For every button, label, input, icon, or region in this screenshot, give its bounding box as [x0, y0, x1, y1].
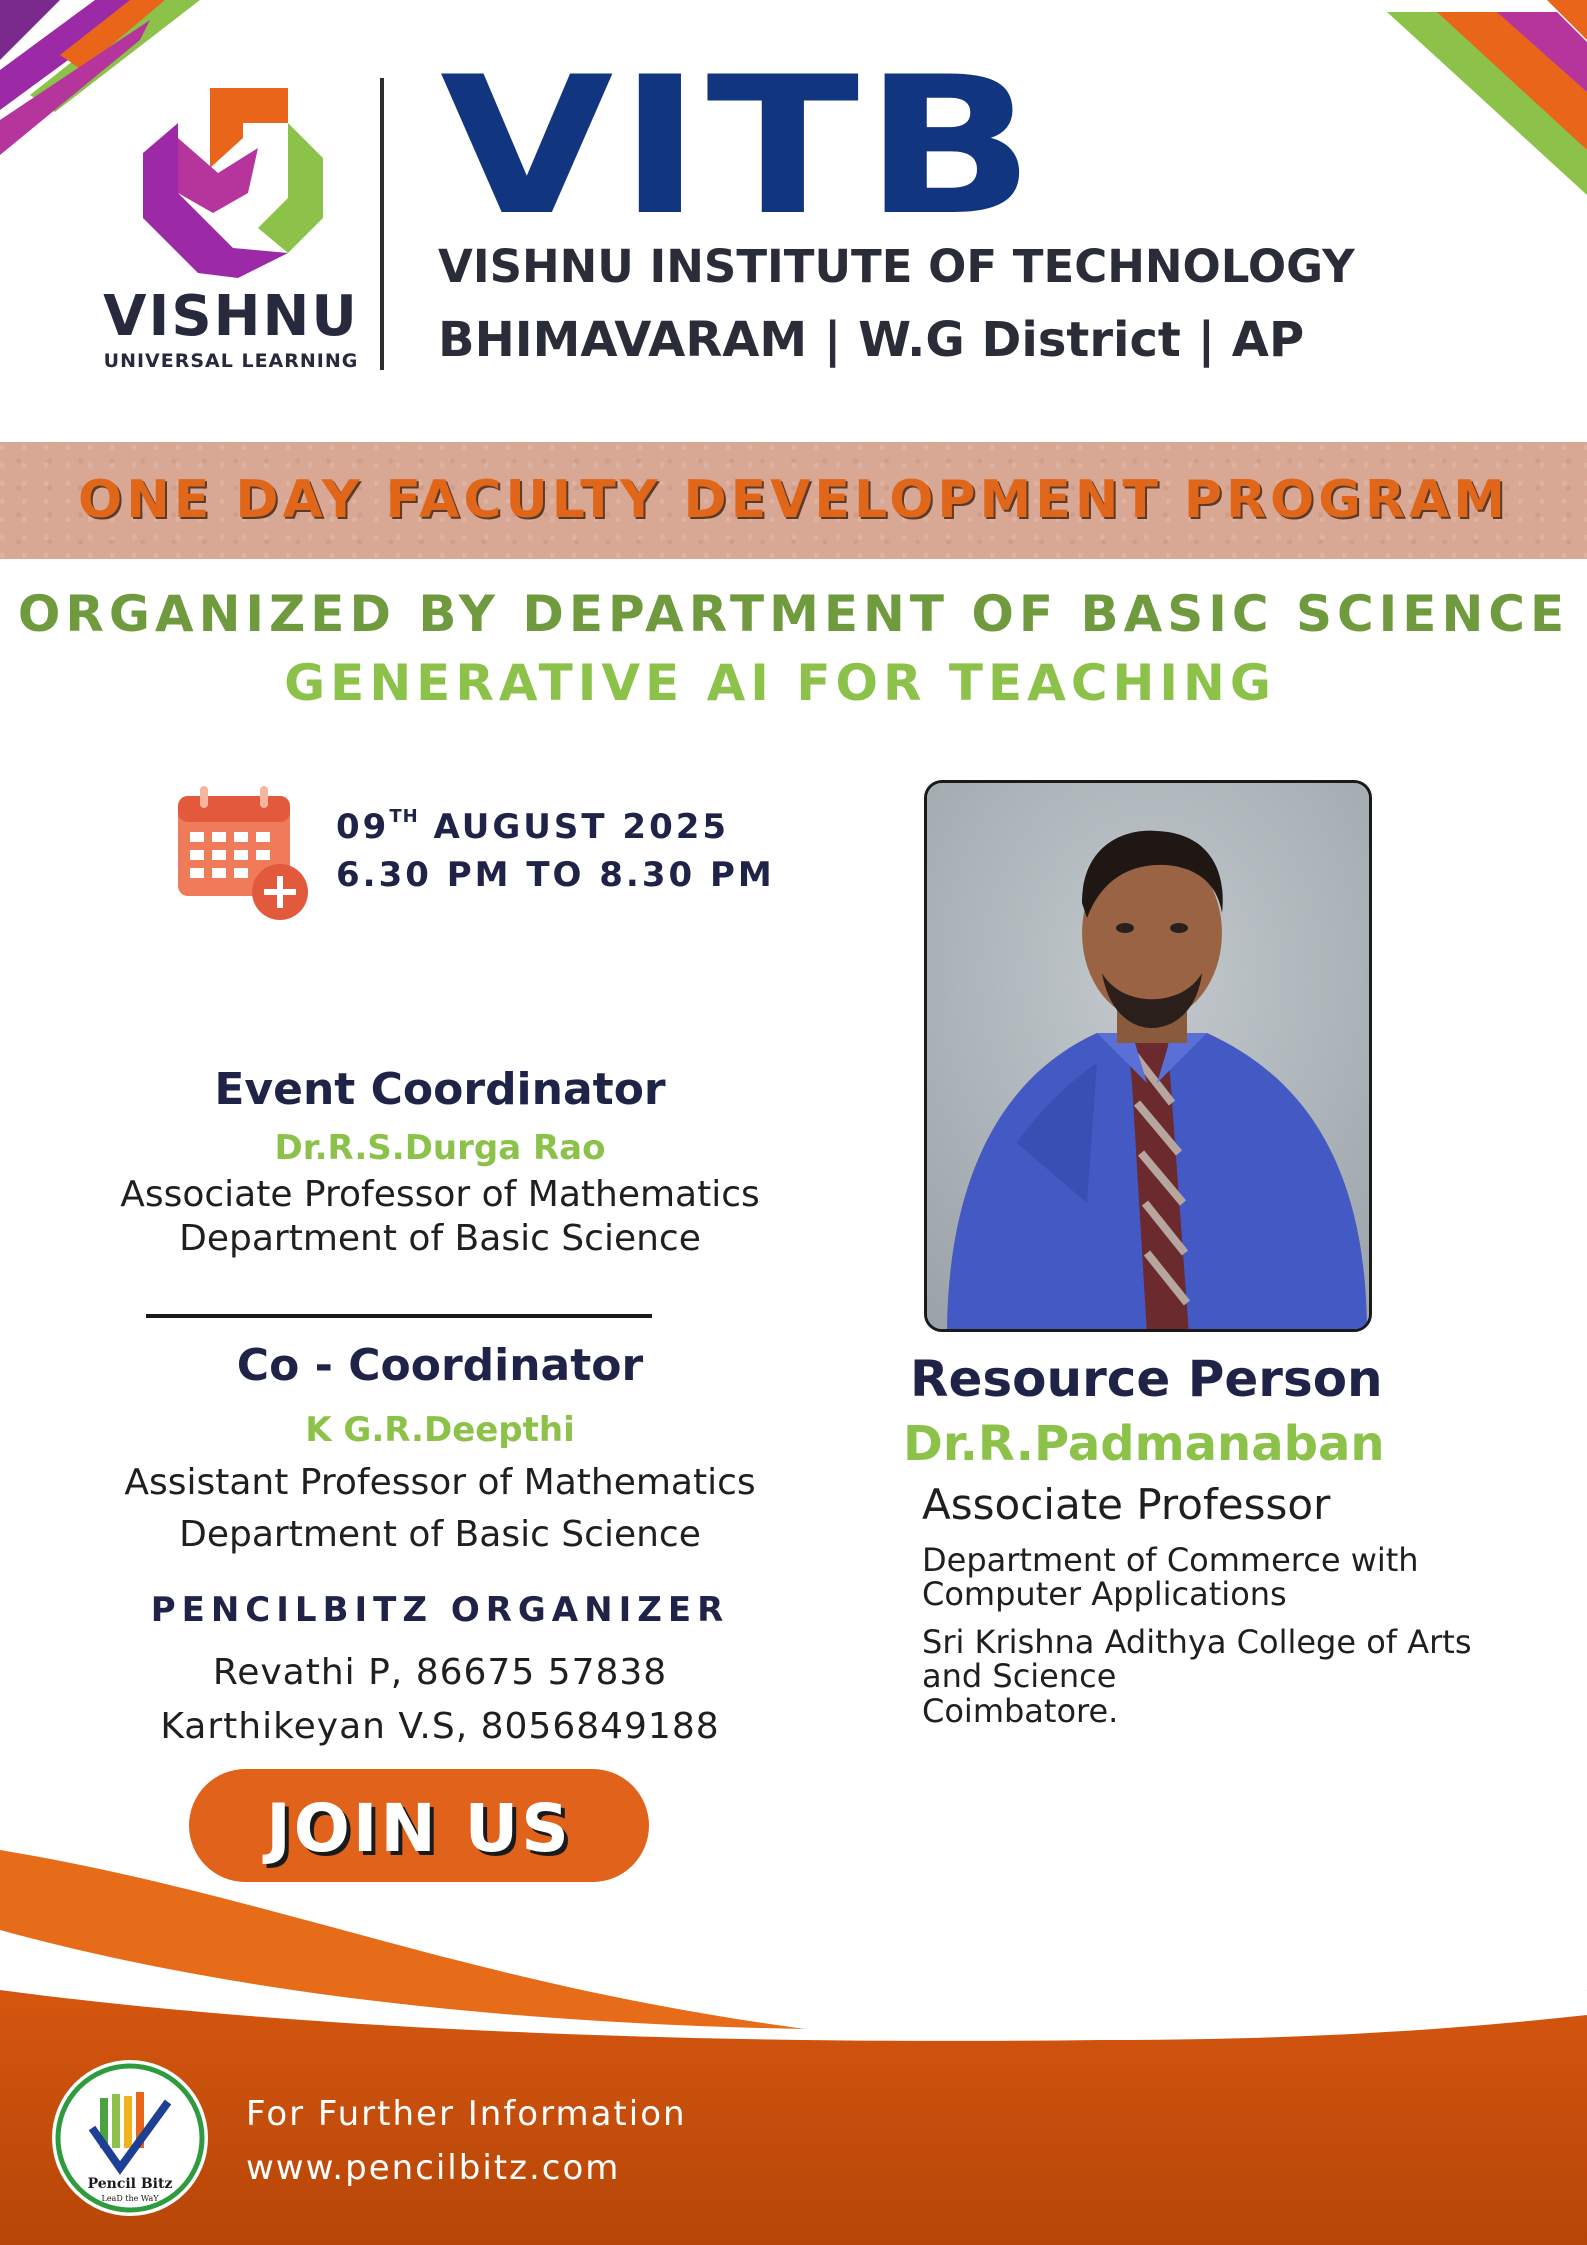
organizer-contact: Revathi P, 86675 57838: [212, 1652, 668, 1693]
resource-person-name: Dr.R.Padmanaban: [903, 1416, 1385, 1472]
co-coordinator-name: K G.R.Deepthi: [305, 1410, 575, 1450]
co-coordinator-designation: Assistant Professor of Mathematics: [124, 1462, 756, 1503]
co-coordinator-department: Department of Basic Science: [179, 1514, 701, 1555]
section-divider: [146, 1314, 652, 1318]
logo-tagline: UNIVERSAL LEARNING: [103, 350, 359, 372]
vishnu-logo-icon: [138, 78, 328, 278]
resource-person-department: Computer Applications: [922, 1575, 1287, 1613]
resource-person-college: Sri Krishna Adithya College of Arts: [922, 1623, 1472, 1661]
resource-person-photo: [924, 780, 1372, 1332]
co-coordinator-role: Co - Coordinator: [236, 1340, 644, 1391]
resource-person-department: Department of Commerce with: [922, 1541, 1419, 1579]
resource-person-designation: Associate Professor: [922, 1480, 1331, 1529]
footer-info-label: For Further Information: [246, 2094, 687, 2134]
header-divider: [380, 78, 384, 370]
coordinator-designation: Associate Professor of Mathematics: [120, 1174, 760, 1215]
resource-person-title: Resource Person: [910, 1350, 1383, 1408]
resource-person-college: and Science: [922, 1657, 1117, 1695]
event-date: 09TH AUGUST 2025: [336, 806, 730, 847]
institute-name: VISHNU INSTITUTE OF TECHNOLOGY: [438, 240, 1355, 293]
event-time: 6.30 PM TO 8.30 PM: [336, 855, 775, 895]
logo-wordmark: VISHNU: [103, 284, 359, 349]
organizer-title: PENCILBITZ ORGANIZER: [150, 1590, 730, 1630]
corner-decoration-top-right: [1387, 0, 1587, 200]
institute-acronym: VITB: [440, 36, 1040, 257]
organizer-department: ORGANIZED BY DEPARTMENT OF BASIC SCIENCE: [17, 585, 1570, 643]
coordinator-role: Event Coordinator: [214, 1064, 666, 1115]
pencilbitz-badge-icon: [50, 2058, 210, 2218]
resource-person-city: Coimbatore.: [922, 1692, 1119, 1730]
badge-tagline: LeaD the WaY: [101, 2194, 159, 2203]
program-title: ONE DAY FACULTY DEVELOPMENT PROGRAM: [78, 470, 1509, 530]
institute-location: BHIMAVARAM | W.G District | AP: [438, 312, 1305, 368]
calendar-add-icon: [174, 784, 314, 924]
coordinator-department: Department of Basic Science: [179, 1218, 701, 1259]
program-topic: GENERATIVE AI FOR TEACHING: [284, 654, 1276, 712]
organizer-contact: Karthikeyan V.S, 8056849188: [160, 1706, 720, 1747]
join-us-label[interactable]: JOIN US: [266, 1790, 572, 1867]
footer-website-link[interactable]: www.pencilbitz.com: [246, 2148, 621, 2188]
footer-wave: [0, 1840, 1587, 2245]
coordinator-name: Dr.R.S.Durga Rao: [274, 1128, 606, 1168]
badge-text: Pencil Bitz: [87, 2176, 173, 2192]
